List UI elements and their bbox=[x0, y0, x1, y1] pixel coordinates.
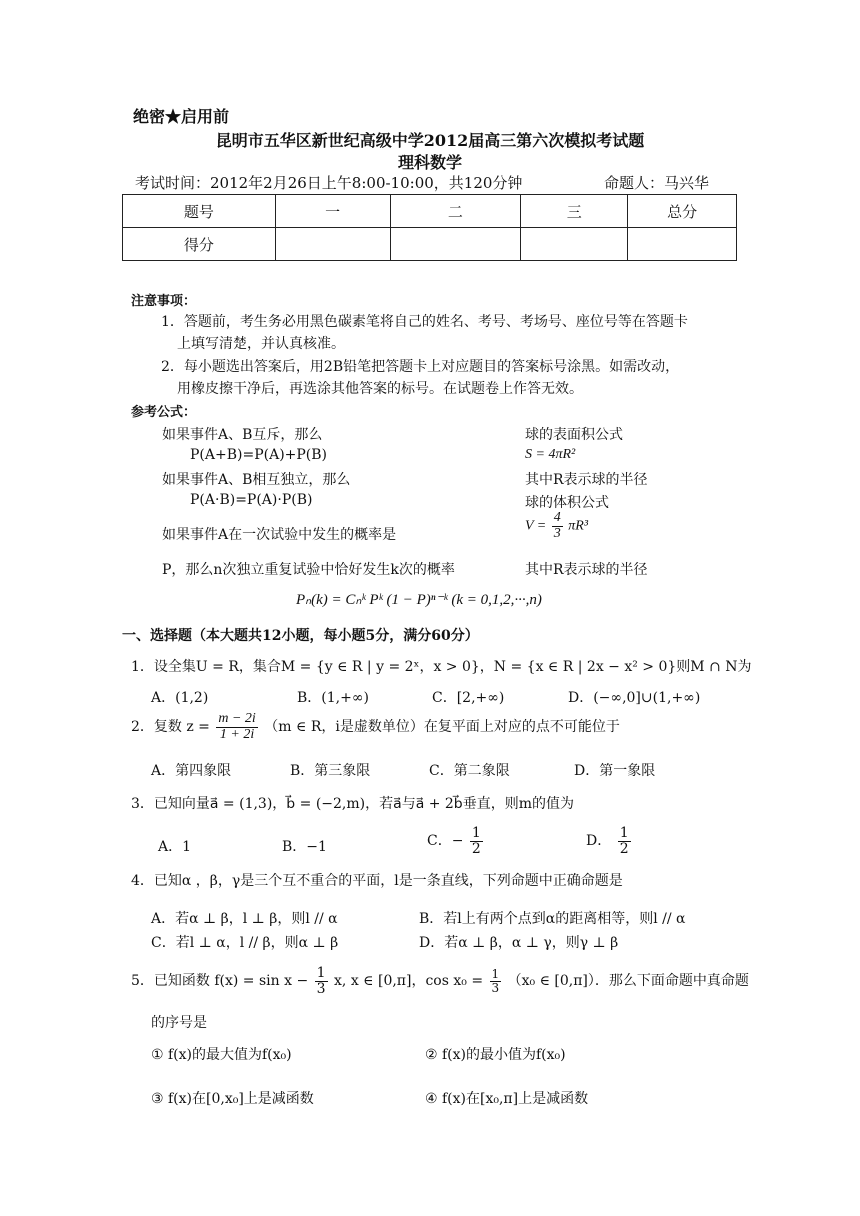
score-row-label: 得分 bbox=[123, 228, 276, 261]
score-header-cell: 总分 bbox=[628, 195, 737, 228]
fraction bbox=[618, 826, 631, 856]
question-1-option: B．(1,+∞) bbox=[297, 690, 369, 706]
score-header-cell: 二 bbox=[390, 195, 521, 228]
score-cell bbox=[275, 228, 390, 261]
formula-left: 如果事件A、B互斥，那么 bbox=[162, 427, 323, 443]
question-5-suffix: （x₀ ∈ [0,π]）．那么下面命题中真命题 bbox=[507, 973, 749, 990]
note-item: 上填写清楚，并认真核准。 bbox=[177, 336, 345, 352]
fraction-denominator: 3 bbox=[316, 980, 326, 997]
exam-subject: 理科数学 bbox=[397, 153, 462, 172]
question-4-option: A．若α ⊥ β，l ⊥ β，则l // α bbox=[151, 911, 338, 927]
formula-right: 球的体积公式 bbox=[525, 495, 609, 511]
formulas-title: 参考公式： bbox=[131, 405, 197, 420]
question-1-option: A．(1,2) bbox=[151, 690, 209, 706]
section-title: 一、选择题（本大题共12小题，每小题5分，满分60分） bbox=[122, 628, 479, 644]
question-4-stem: 4．已知α ，β，γ是三个互不重合的平面，l是一条直线，下列命题中正确命题是 bbox=[131, 873, 623, 889]
formula-right: 球的表面积公式 bbox=[525, 427, 623, 443]
fraction-denominator: 2 bbox=[471, 840, 481, 857]
fraction-denominator: 3 bbox=[491, 980, 500, 995]
question-3-option: A．1 bbox=[158, 839, 192, 855]
formula-left: P(A+B)=P(A)+P(B) bbox=[190, 447, 328, 463]
question-5-item: ④ f(x)在[x₀,π]上是减函数 bbox=[425, 1091, 589, 1107]
question-5-item: ② f(x)的最小值为f(x₀) bbox=[425, 1047, 566, 1063]
score-cell bbox=[390, 228, 521, 261]
question-2-option: D．第一象限 bbox=[574, 763, 656, 779]
fraction bbox=[490, 968, 502, 994]
fraction-numerator: m − 2i bbox=[218, 711, 256, 726]
formula-right: S = 4πR² bbox=[525, 447, 576, 462]
fraction bbox=[552, 511, 563, 541]
question-2-stem bbox=[131, 712, 620, 742]
exam-author: 命题人：马兴华 bbox=[604, 174, 710, 192]
volume-prefix: V = bbox=[525, 518, 547, 534]
question-5-item: ① f(x)的最大值为f(x₀) bbox=[151, 1047, 292, 1063]
question-3-stem: 3．已知向量a⃗ = (1,3)，b⃗ = (−2,m)，若a⃗与a⃗ + 2b⃗垂直，则m的值为 bbox=[131, 796, 574, 812]
question-2-suffix: （m ∈ R，i是虚数单位）在复平面上对应的点不可能位于 bbox=[264, 719, 620, 736]
sphere-volume-formula bbox=[525, 511, 588, 541]
note-item: 1．答题前，考生务必用黑色碳素笔将自己的姓名、考号、考场号、座位号等在答题卡 bbox=[161, 314, 688, 330]
question-2-option: C．第二象限 bbox=[429, 763, 510, 779]
notes-title: 注意事项： bbox=[131, 294, 197, 309]
score-header-cell: 三 bbox=[521, 195, 628, 228]
question-5-mid: x, x ∈ [0,π]，cos x₀ = bbox=[334, 973, 484, 990]
question-1-stem: 1．设全集U = R，集合M = {y ∈ R | y = 2ˣ，x > 0}，N = {x ∈ R | 2x − x² > 0}则M ∩ N为 bbox=[131, 659, 752, 675]
question-5-prefix: 5．已知函数 f(x) = sin x − bbox=[131, 973, 309, 990]
binomial-formula: Pₙ(k) = Cₙᵏ Pᵏ (1 − P)ⁿ⁻ᵏ (k = 0,1,2,···,n) bbox=[296, 592, 542, 608]
fraction-numerator: 1 bbox=[471, 825, 481, 841]
fraction-numerator: 1 bbox=[491, 967, 500, 982]
fraction bbox=[216, 712, 257, 742]
question-1-option: D．(−∞,0]∪(1,+∞) bbox=[568, 690, 701, 706]
fraction-denominator: 3 bbox=[553, 525, 561, 541]
confidential-mark: 绝密★启用前 bbox=[133, 107, 230, 126]
formula-left: 如果事件A在一次试验中发生的概率是 bbox=[162, 527, 397, 543]
question-4-option: D．若α ⊥ β，α ⊥ γ，则γ ⊥ β bbox=[419, 935, 619, 951]
fraction bbox=[315, 966, 328, 996]
formula-right: 其中R表示球的半径 bbox=[525, 562, 648, 578]
note-item: 2．每小题选出答案后，用2B铅笔把答题卡上对应题目的答案标号涂黑。如需改动， bbox=[161, 359, 680, 375]
option-label: C．− bbox=[427, 833, 464, 850]
note-item: 用橡皮擦干净后，再选涂其他答案的标号。在试题卷上作答无效。 bbox=[177, 381, 583, 397]
fraction-numerator: 1 bbox=[619, 825, 629, 841]
formula-right: 其中R表示球的半径 bbox=[525, 472, 648, 488]
score-table-header-row bbox=[123, 195, 737, 228]
fraction-numerator: 1 bbox=[316, 965, 326, 981]
score-cell bbox=[521, 228, 628, 261]
exam-info: 考试时间：2012年2月26日上午8:00-10:00，共120分钟 bbox=[135, 174, 523, 192]
fraction-denominator: 2 bbox=[619, 840, 629, 857]
question-5-line2: 的序号是 bbox=[151, 1015, 207, 1031]
formula-left: P(A·B)=P(A)·P(B) bbox=[190, 492, 313, 508]
fraction-numerator: 4 bbox=[553, 510, 561, 525]
exam-title: 昆明市五华区新世纪高级中学2012届高三第六次模拟考试题 bbox=[215, 131, 645, 150]
question-3-option bbox=[586, 826, 633, 856]
score-header-cell: 题号 bbox=[123, 195, 276, 228]
formula-left: P，那么n次独立重复试验中恰好发生k次的概率 bbox=[162, 562, 455, 578]
question-4-option: B．若l上有两个点到α的距离相等，则l // α bbox=[419, 911, 686, 927]
score-table bbox=[122, 194, 737, 261]
option-label: D． bbox=[586, 833, 612, 850]
score-table-row bbox=[123, 228, 737, 261]
question-2-prefix: 2．复数 z = bbox=[131, 719, 210, 736]
question-3-option: B．−1 bbox=[282, 839, 327, 855]
volume-suffix: πR³ bbox=[568, 518, 589, 534]
question-4-option: C．若l ⊥ α，l // β，则α ⊥ β bbox=[151, 935, 339, 951]
formula-left: 如果事件A、B相互独立，那么 bbox=[162, 472, 351, 488]
fraction-denominator: 1 + 2i bbox=[219, 726, 255, 742]
question-5-item: ③ f(x)在[0,x₀]上是减函数 bbox=[151, 1091, 314, 1107]
question-1-option: C．[2,+∞) bbox=[432, 690, 505, 706]
question-5-stem bbox=[131, 966, 749, 996]
question-2-option: A．第四象限 bbox=[151, 763, 232, 779]
score-cell bbox=[628, 228, 737, 261]
score-header-cell: 一 bbox=[275, 195, 390, 228]
question-3-option bbox=[427, 826, 485, 856]
question-2-option: B．第三象限 bbox=[290, 763, 371, 779]
fraction bbox=[470, 826, 483, 856]
